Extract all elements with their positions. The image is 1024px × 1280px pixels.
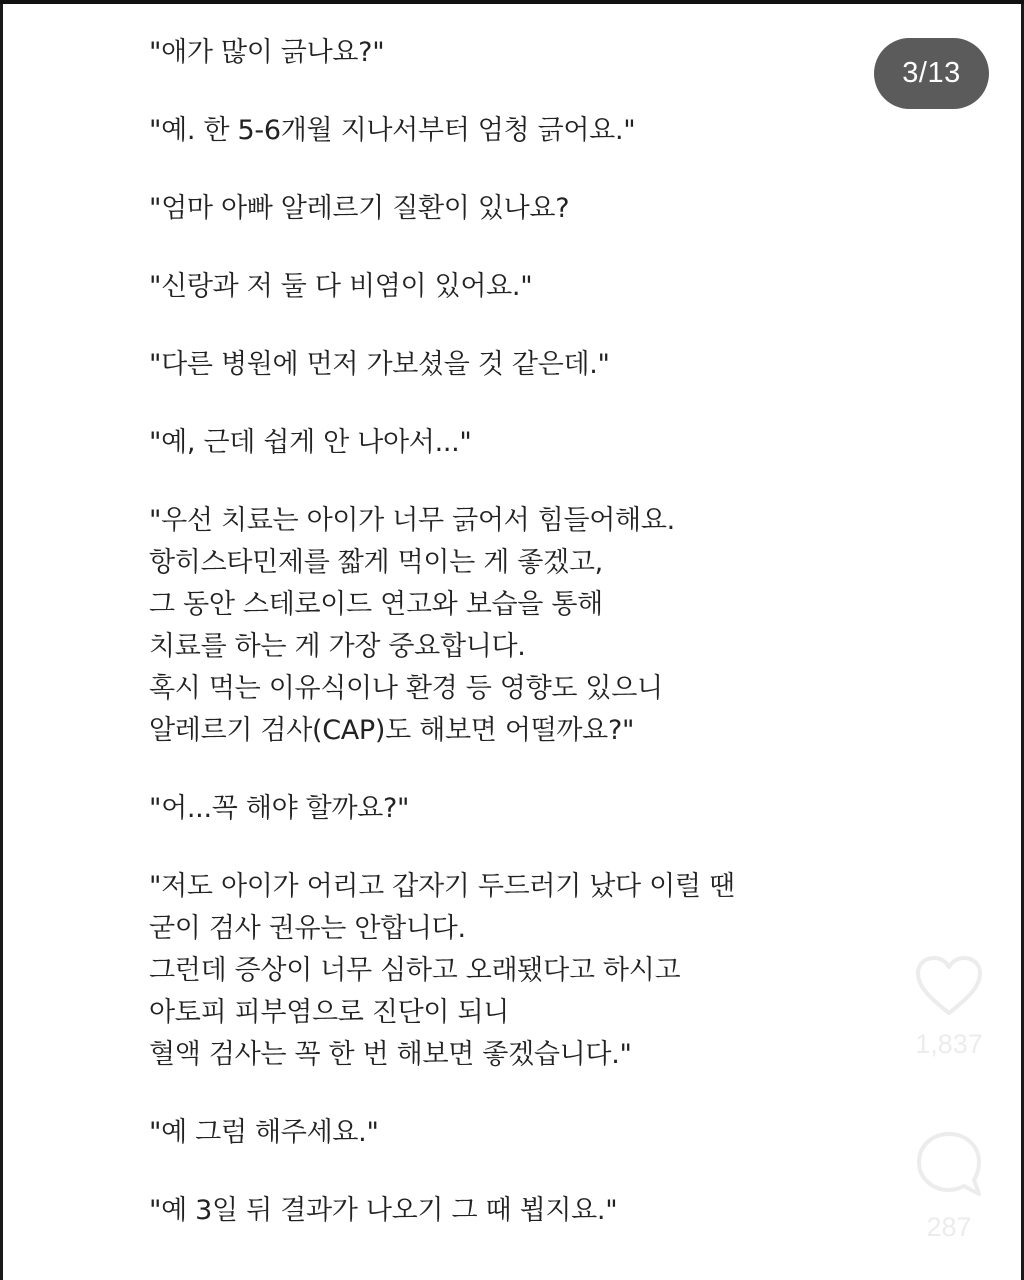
text-line: 혹시 먹는 이유식이나 환경 등 영향도 있으니	[149, 673, 663, 704]
left-edge	[0, 4, 3, 1280]
text-line: "신랑과 저 둘 다 비염이 있어요."	[149, 271, 533, 302]
text-line: "예 그럼 해주세요."	[149, 1117, 379, 1148]
page-counter-badge: 3/13	[874, 38, 989, 109]
like-button[interactable]	[905, 955, 993, 1059]
text-line: 알레르기 검사(CAP)도 해보면 어떨까요?"	[149, 715, 635, 746]
text-line: "예 3일 뒤 결과가 나오기 그 때 뵙지요."	[149, 1195, 618, 1226]
text-line: 혈액 검사는 꼭 한 번 해보면 좋겠습니다."	[149, 1039, 632, 1070]
text-line: 치료를 하는 게 가장 중요합니다.	[149, 631, 526, 662]
post-text	[149, 32, 869, 1268]
text-line: "예, 근데 쉽게 안 나아서..."	[149, 427, 472, 458]
dialogue-paragraph	[149, 344, 869, 386]
dialogue-paragraph	[149, 266, 869, 308]
dialogue-paragraph	[149, 188, 869, 230]
like-count: 1,837	[915, 1029, 983, 1059]
dialogue-paragraph	[149, 422, 869, 464]
text-line: "저도 아이가 어리고 갑자기 두드러기 났다 이럴 땐	[149, 871, 735, 902]
text-line: "엄마 아빠 알레르기 질환이 있나요?	[149, 193, 570, 224]
text-line: 그 동안 스테로이드 연고와 보습을 통해	[149, 589, 603, 620]
text-line: 항히스타민제를 짧게 먹이는 게 좋겠고,	[149, 547, 603, 578]
text-line: "다른 병원에 먼저 가보셨을 것 같은데."	[149, 349, 610, 380]
comment-bubble-icon	[913, 1128, 985, 1200]
text-line: "어...꼭 해야 할까요?"	[149, 793, 410, 824]
text-line: 굳이 검사 권유는 안합니다.	[149, 913, 466, 944]
top-edge	[0, 0, 1024, 4]
dialogue-paragraph	[149, 110, 869, 152]
comment-button[interactable]	[905, 1128, 993, 1242]
text-line: "예. 한 5-6개월 지나서부터 엄청 긁어요."	[149, 115, 636, 146]
text-line: 그런데 증상이 너무 심하고 오래됐다고 하시고	[149, 955, 681, 986]
heart-icon	[914, 955, 984, 1017]
dialogue-paragraph	[149, 1190, 869, 1232]
text-line: 아토피 피부염으로 진단이 되니	[149, 997, 510, 1028]
dialogue-paragraph	[149, 788, 869, 830]
text-line: "애가 많이 긁나요?"	[149, 37, 385, 68]
dialogue-paragraph	[149, 866, 869, 1076]
dialogue-paragraph	[149, 1112, 869, 1154]
dialogue-paragraph	[149, 500, 869, 752]
dialogue-paragraph	[149, 32, 869, 74]
text-line: "우선 치료는 아이가 너무 긁어서 힘들어해요.	[149, 505, 675, 536]
comment-count: 287	[926, 1212, 972, 1242]
